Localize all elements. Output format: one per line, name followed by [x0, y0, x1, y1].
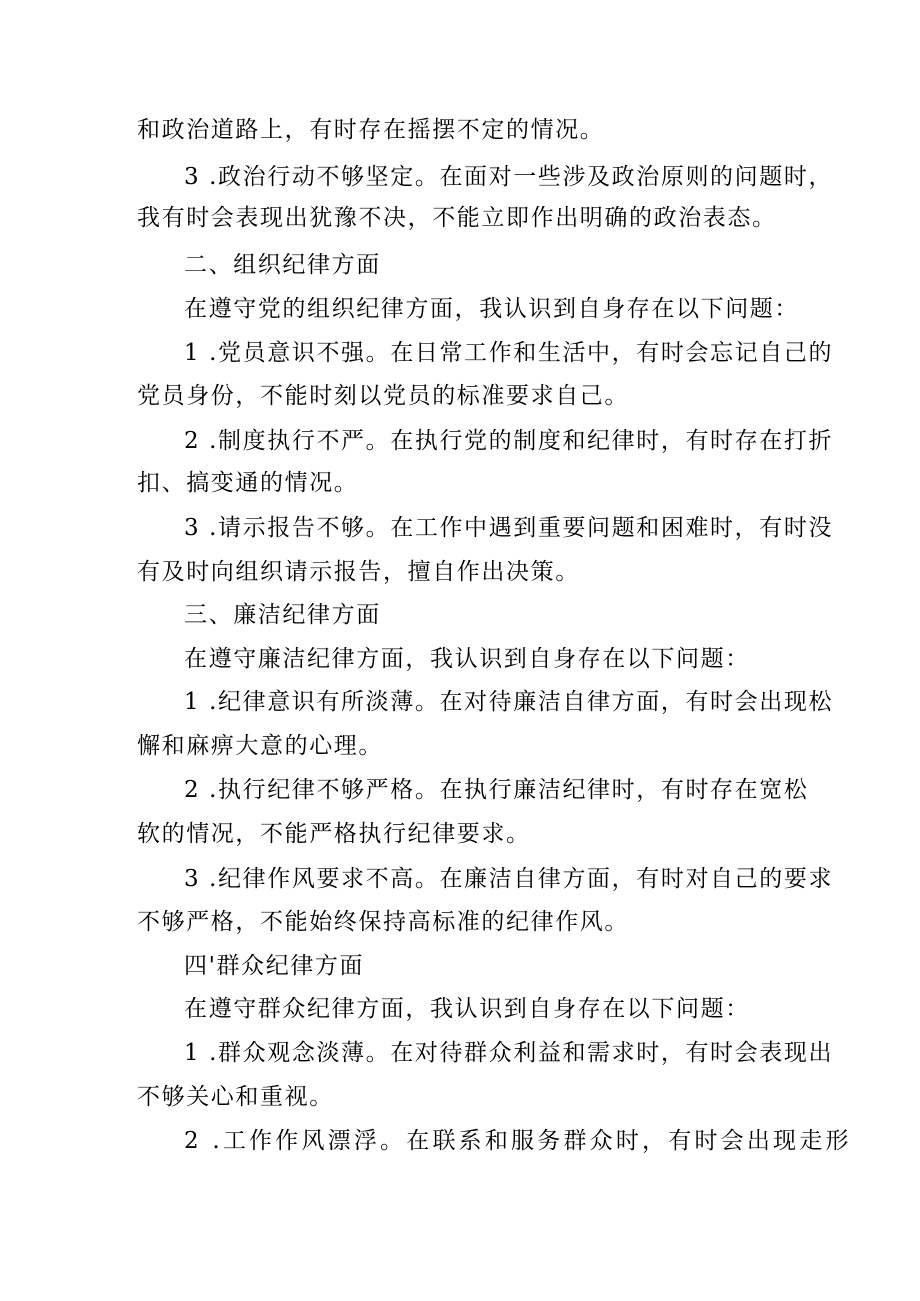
numbered-item: 1 .党员意识不强。在日常工作和生活中，有时会忘记自己的: [184, 340, 834, 366]
numbered-item: 3 .政治行动不够坚定。在面对一些涉及政治原则的问题时，: [184, 164, 834, 190]
numbered-item: 2 .工作作风漂浮。在联系和服务群众时，有时会出现走形: [184, 1128, 852, 1154]
text-line: 软的情况，不能严格执行纪律要求。: [137, 821, 531, 847]
numbered-item: 3 .请示报告不够。在工作中遇到重要问题和困难时，有时没: [184, 515, 834, 541]
numbered-item: 3 .纪律作风要求不高。在廉洁自律方面，有时对自己的要求: [184, 866, 834, 892]
text-line: 党员身份，不能时刻以党员的标准要求自己。: [137, 383, 629, 409]
text-line: 扣、搞变通的情况。: [137, 470, 359, 496]
text-line: 有及时向组织请示报告，擅自作出决策。: [137, 559, 580, 585]
paragraph-intro: 在遵守党的组织纪律方面，我认识到自身存在以下问题：: [184, 296, 799, 322]
text-line: 不够严格，不能始终保持高标准的纪律作风。: [137, 909, 629, 935]
section-heading: 三、廉洁纪律方面: [184, 602, 381, 628]
paragraph-intro: 在遵守廉洁纪律方面，我认识到自身存在以下问题：: [184, 646, 750, 672]
text-line: 不够关心和重视。: [137, 1084, 334, 1110]
text-line: 懈和麻痹大意的心理。: [137, 733, 383, 759]
section-heading: 四'群众纪律方面: [184, 953, 365, 979]
numbered-item: 1 .群众观念淡薄。在对待群众利益和需求时，有时会表现出: [184, 1040, 834, 1066]
paragraph-intro: 在遵守群众纪律方面，我认识到自身存在以下问题：: [184, 996, 750, 1022]
numbered-item: 2 .执行纪律不够严格。在执行廉洁纪律时，有时存在宽松: [184, 777, 809, 803]
text-line: 我有时会表现出犹豫不决，不能立即作出明确的政治表态。: [137, 205, 777, 231]
text-line: 和政治道路上，有时存在摇摆不定的情况。: [137, 117, 605, 143]
numbered-item: 1 .纪律意识有所淡薄。在对待廉洁自律方面，有时会出现松: [184, 689, 834, 715]
numbered-item: 2 .制度执行不严。在执行党的制度和纪律时，有时存在打折: [184, 428, 834, 454]
section-heading: 二、组织纪律方面: [184, 252, 381, 278]
